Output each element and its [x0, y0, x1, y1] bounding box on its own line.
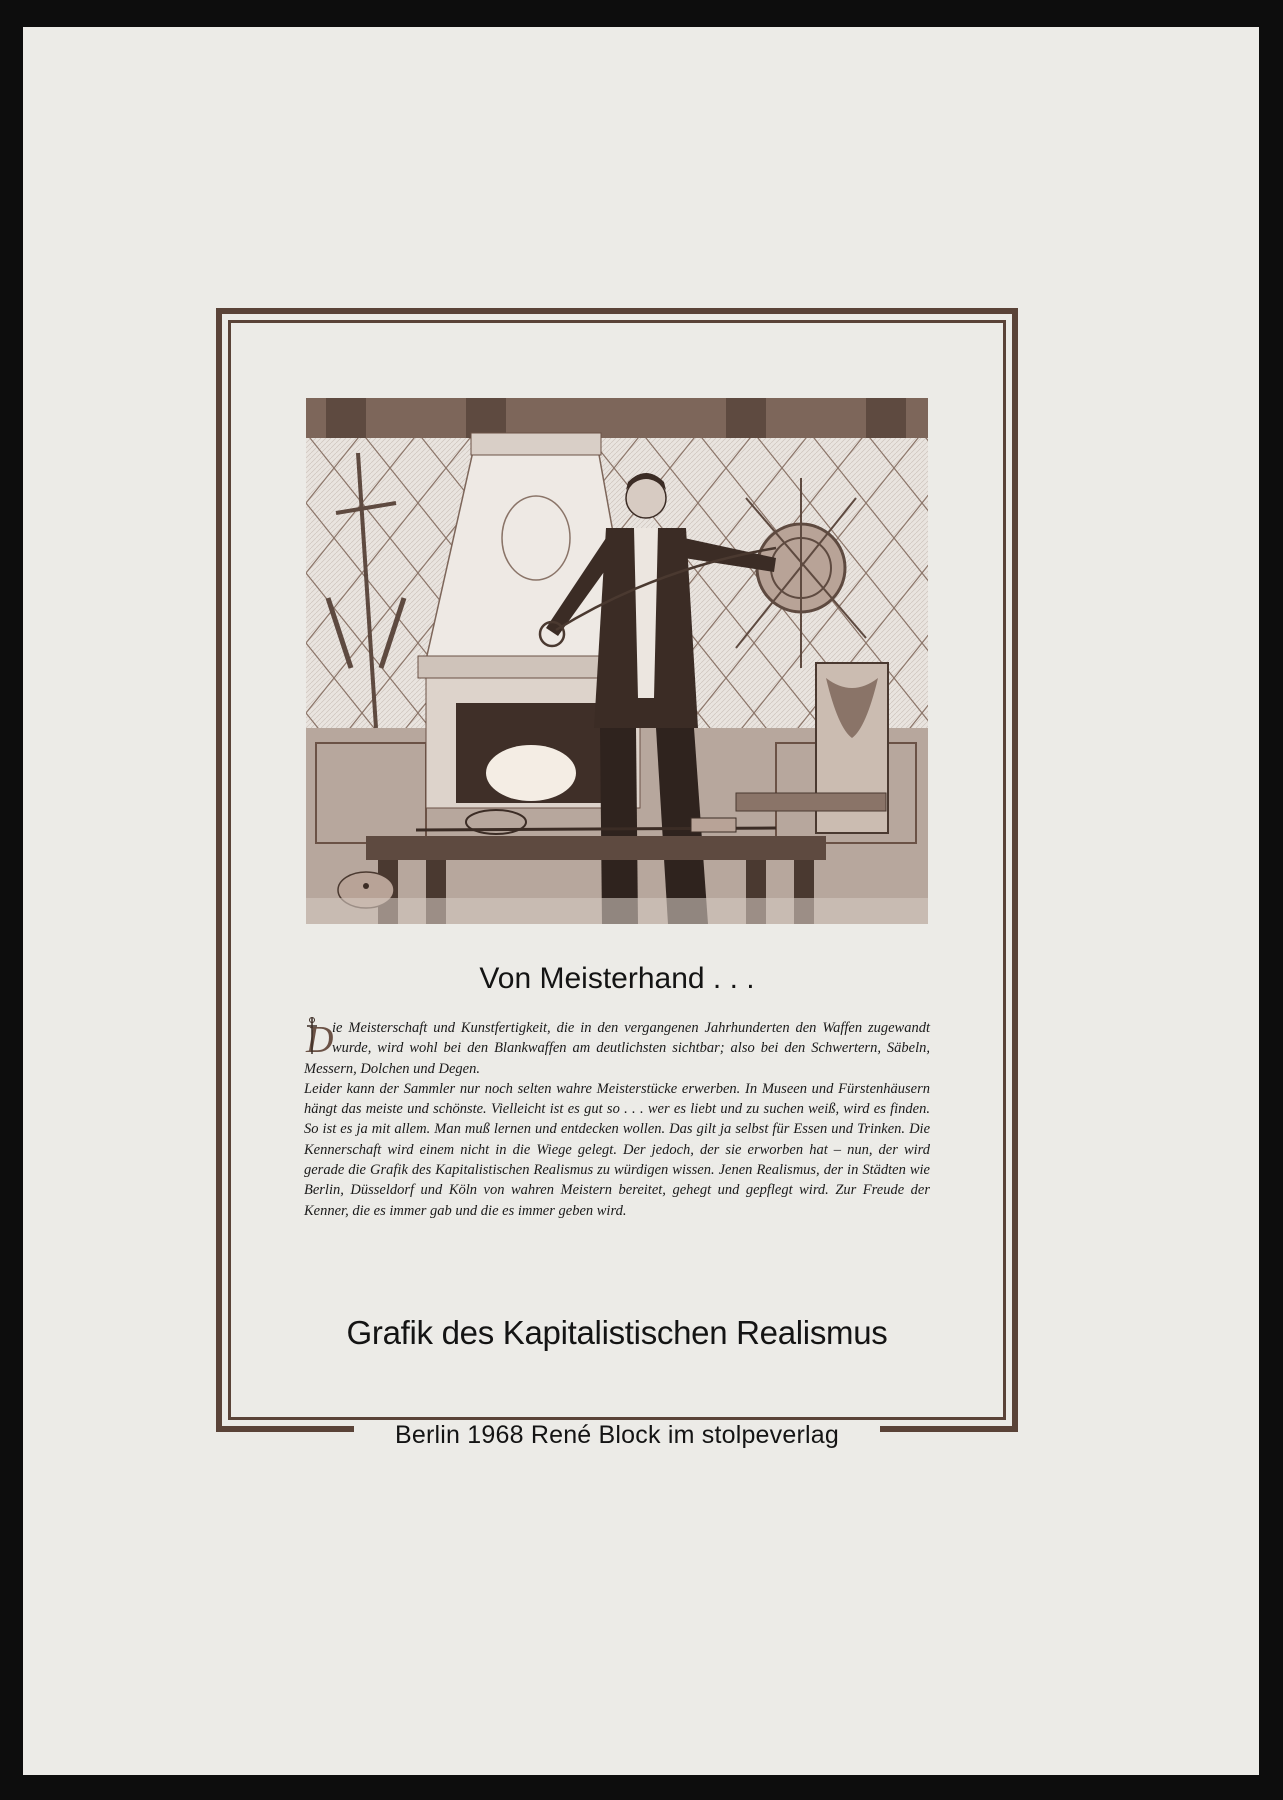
body-text	[304, 1018, 930, 1221]
paragraph-intro: ie Meisterschaft und Kunstfertigkeit, die in den vergangenen Jahrhunderten den Waffen zugewandt wurde, wird wohl bei den Blankwaffen am deutlichsten sichtbar; also bei den Schwertern, Säbeln, Messern, Dolchen und Degen.	[304, 1020, 930, 1077]
illustration-graphic	[306, 398, 928, 924]
fencer-illustration	[306, 398, 928, 924]
paragraph-main: Leider kann der Sammler nur noch selten wahre Meisterstücke erwerben. In Museen und Fürstenhäusern hängt das meiste und schönste. Vielleicht ist es gut so . . . wer es liebt und zu suchen weiß, wird es finden. So ist es ja mit allem. Man muß lernen und entdecken wollen. Das gilt ja selbst für Essen und Trinken. Die Kennerschaft wird einem nicht in die Wiege gelegt. Der jedoch, der sie erworben hat – nun, der wird gerade die Grafik des Kapitalistischen Realismus zu würdigen wissen. Jenen Realismus, der in Städten wie Berlin, Düsseldorf und Köln von wahren Meistern bereitet, gehegt und gepflegt wird. Zur Freude der Kenner, die es immer gab und die es immer geben wird.	[304, 1080, 930, 1219]
publisher-footer: Berlin 1968 René Block im stolpeverlag	[395, 1421, 839, 1449]
headline: Von Meisterhand . . .	[479, 962, 755, 995]
dropcap-letter: D	[306, 1019, 334, 1061]
series-title: Grafik des Kapitalistischen Realismus	[346, 1314, 888, 1351]
sword-dropcap-icon	[304, 1016, 334, 1061]
